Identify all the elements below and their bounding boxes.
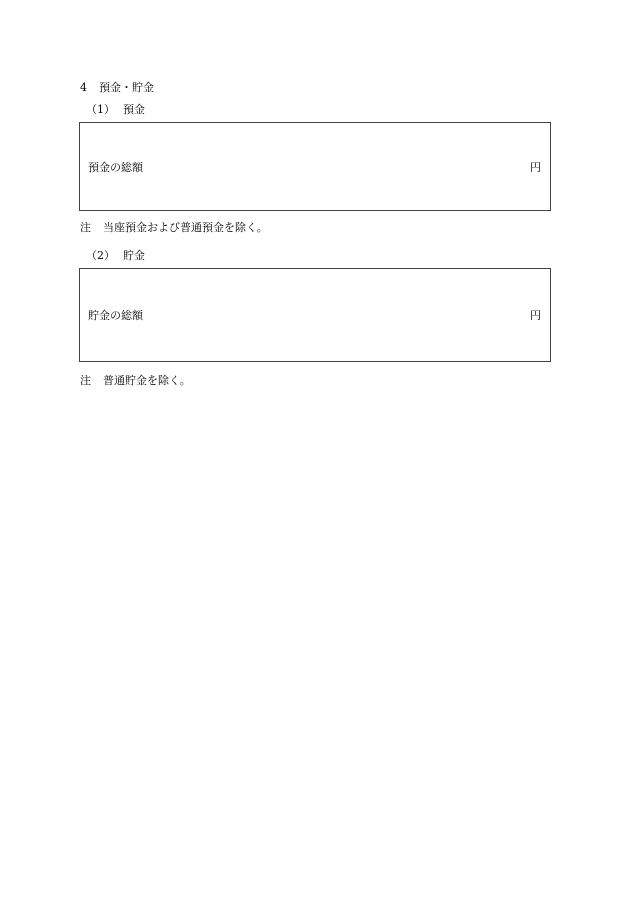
deposit-total-unit: 円 — [530, 160, 541, 174]
note-mark: 注 — [80, 374, 91, 387]
savings-note — [80, 372, 191, 388]
subsection-number: （2） — [86, 249, 115, 262]
subsection-title: 預金 — [123, 103, 145, 116]
note-text: 普通貯金を除く。 — [103, 374, 191, 387]
subsection-heading-savings — [86, 247, 145, 263]
savings-total-box[interactable] — [79, 268, 551, 362]
subsection-number: （1） — [86, 103, 115, 116]
section-heading — [80, 79, 154, 95]
subsection-title: 貯金 — [123, 249, 145, 262]
subsection-heading-deposits — [86, 101, 145, 117]
section-title: 預金・貯金 — [99, 81, 154, 94]
savings-total-unit: 円 — [530, 309, 541, 322]
deposit-total-box[interactable] — [79, 122, 551, 211]
note-text: 当座預金および普通預金を除く。 — [103, 221, 268, 234]
deposit-note — [80, 219, 268, 235]
note-mark: 注 — [80, 221, 91, 234]
savings-total-label: 貯金の総額 — [88, 309, 143, 322]
section-number: 4 — [80, 81, 87, 94]
deposit-total-label: 預金の総額 — [88, 160, 143, 174]
